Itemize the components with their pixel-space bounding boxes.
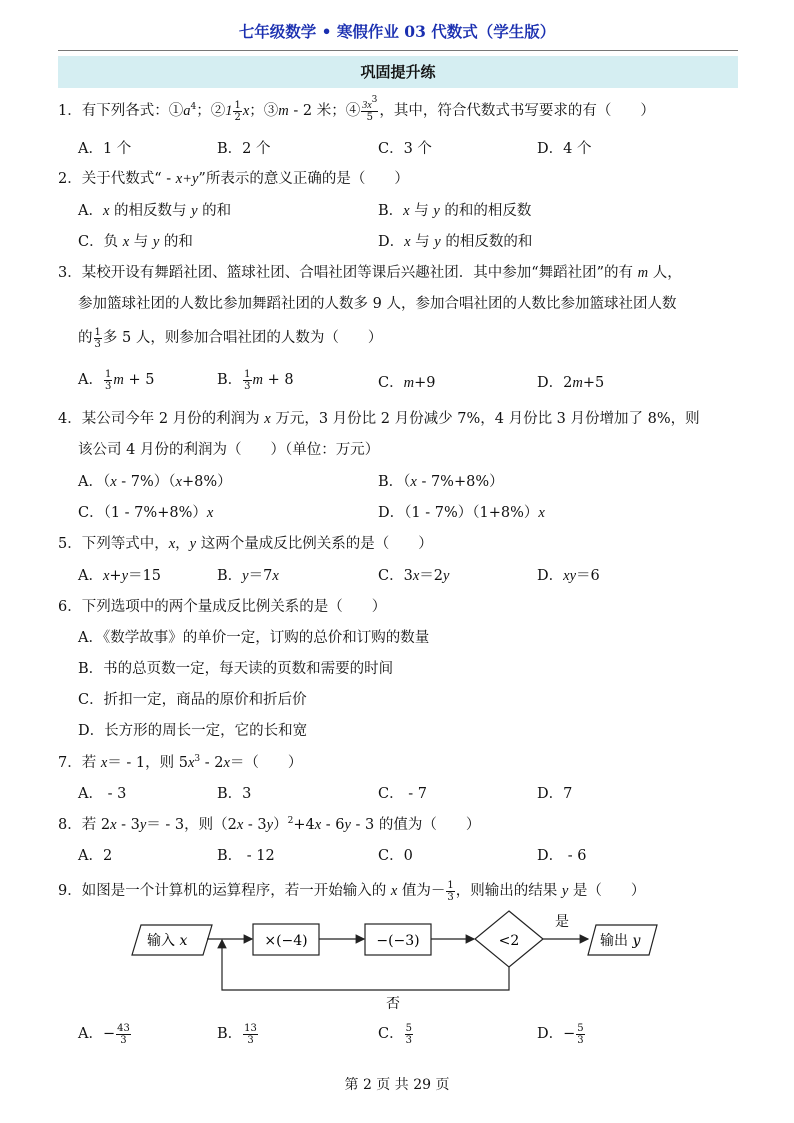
q8-option-d: D． - 6	[537, 848, 587, 864]
q5-option-a: A．x+y＝15	[78, 568, 161, 584]
q9-option-b: B． $\frac{13}{3}$	[217, 1022, 257, 1046]
question-7: 7．若 x＝ - 1，则 $5x^3 - 2x=$（ ）	[58, 754, 303, 771]
subtract-label: −(−3)	[376, 933, 420, 949]
q4-option-d: D．（1 - 7%）（1+8%）x	[378, 505, 545, 521]
fraction: $\frac{1}{3}$	[447, 879, 454, 903]
question-1: 1．有下列各式：$①a^4$；②1 $\frac{1}{2}$ x；③m - 2 米；④ $\frac{3x^3}{5}$ ，其中，符合代数式书写要求的有（ ）	[58, 94, 655, 123]
fraction: $\frac{1}{2}$	[234, 99, 241, 123]
q6-option-d: D．长方形的周长一定，它的长和宽	[78, 723, 308, 739]
question-9: 9．如图是一个计算机的运算程序，若一开始输入的 x 值为－ $\frac{1}{3}$ ，则输出的结果 y 是（ ）	[58, 879, 646, 903]
q2-option-a: A．x 的相反数与 y 的和	[78, 203, 232, 219]
q5-option-c: C．3x＝2y	[378, 568, 450, 584]
yes-label: 是	[555, 914, 569, 930]
q6-option-a: A．《数学故事》的单价一定，订购的总价和订购的数量	[78, 630, 430, 646]
condition-label: <2	[498, 933, 520, 949]
output-label: 输出 y	[600, 933, 641, 949]
q4-option-b: B．（x - 7%+8%）	[378, 474, 504, 490]
multiply-label: ×(−4)	[264, 933, 308, 949]
q4-option-a: A．（x - 7%）（x+8%）	[78, 474, 232, 490]
q3-option-c: C．m+9	[378, 375, 436, 391]
q5-option-d: D．xy＝6	[537, 568, 600, 584]
q1-option-a: A．1 个	[78, 141, 132, 157]
q7-option-c: C． - 7	[378, 786, 427, 802]
question-4-line-2: 该公司 4 月份的利润为（ ）（单位：万元）	[78, 442, 380, 458]
q6-option-b: B．书的总页数一定，每天读的页数和需要的时间	[78, 661, 394, 677]
q7-option-a: A． - 3	[78, 786, 127, 802]
q9-option-d: D．− $\frac{5}{3}$	[537, 1022, 584, 1046]
q7-option-d: D．7	[537, 786, 573, 802]
fraction: $\frac{3x^3}{5}$	[362, 94, 378, 123]
q2-option-d: D．x 与 y 的相反数的和	[378, 234, 533, 250]
q8-option-c: C．0	[378, 848, 413, 864]
document-title: 七年级数学 • 寒假作业 03 代数式（学生版）	[238, 22, 556, 41]
question-3-line-2: 参加篮球社团的人数比参加舞蹈社团的人数多 9 人，参加合唱社团的人数比参加篮球社团人数	[78, 296, 677, 312]
q8-option-a: A．2	[78, 848, 113, 864]
q5-option-b: B．y＝7x	[217, 568, 279, 584]
input-label: 输入 x	[147, 933, 188, 949]
q6-option-c: C．折扣一定，商品的原价和折后价	[78, 692, 307, 708]
section-title: 巩固提升练	[58, 56, 738, 88]
q4-option-c: C．（1 - 7%+8%）x	[78, 505, 214, 521]
q2-option-c: C．负 x 与 y 的和	[78, 234, 193, 250]
q7-option-b: B．3	[217, 786, 252, 802]
q9-option-c: C． $\frac{5}{3}$	[378, 1022, 412, 1046]
q2-option-b: B．x 与 y 的和的相反数	[378, 203, 532, 219]
q1-option-b: B．2 个	[217, 141, 271, 157]
page-number: 第 2 页 共 29 页	[344, 1077, 450, 1093]
question-8: 8．若 2x - 3y＝ - 3，则（2x - 3y）$^2$+4x - 6y - 3 的值为（ ）	[58, 816, 481, 833]
q3-option-d: D．2m+5	[537, 375, 605, 391]
q3-option-b: B． $\frac{1}{3}$ m + 8	[217, 368, 294, 392]
question-3-line-3: 的 $\frac{1}{3}$ 多 5 人，则参加合唱社团的人数为（ ）	[78, 326, 383, 350]
q8-option-b: B． - 12	[217, 848, 275, 864]
q9-option-a: A．− $\frac{43}{3}$	[78, 1022, 130, 1046]
no-label: 否	[386, 996, 400, 1012]
question-5: 5．下列等式中，x，y 这两个量成反比例关系的是（ ）	[58, 536, 433, 552]
question-2: 2．关于代数式“ - x+y”所表示的意义正确的是（ ）	[58, 171, 409, 187]
question-6: 6．下列选项中的两个量成反比例关系的是（ ）	[58, 599, 387, 615]
q1-option-c: C．3 个	[378, 141, 432, 157]
question-3: 3．某校开设有舞蹈社团、篮球社团、合唱社团等课后兴趣社团．其中参加“舞蹈社团”的有 m 人，	[58, 265, 682, 281]
fraction: $\frac{1}{3}$	[94, 326, 101, 350]
question-4: 4．某公司今年 2 月份的利润为 x 万元，3 月份比 2 月份减少 7%，4 月份比 3 月份增加了 8%，则	[58, 411, 700, 427]
q1-option-d: D．4 个	[537, 141, 592, 157]
q3-option-a: A． $\frac{1}{3}$ m + 5	[78, 368, 155, 392]
